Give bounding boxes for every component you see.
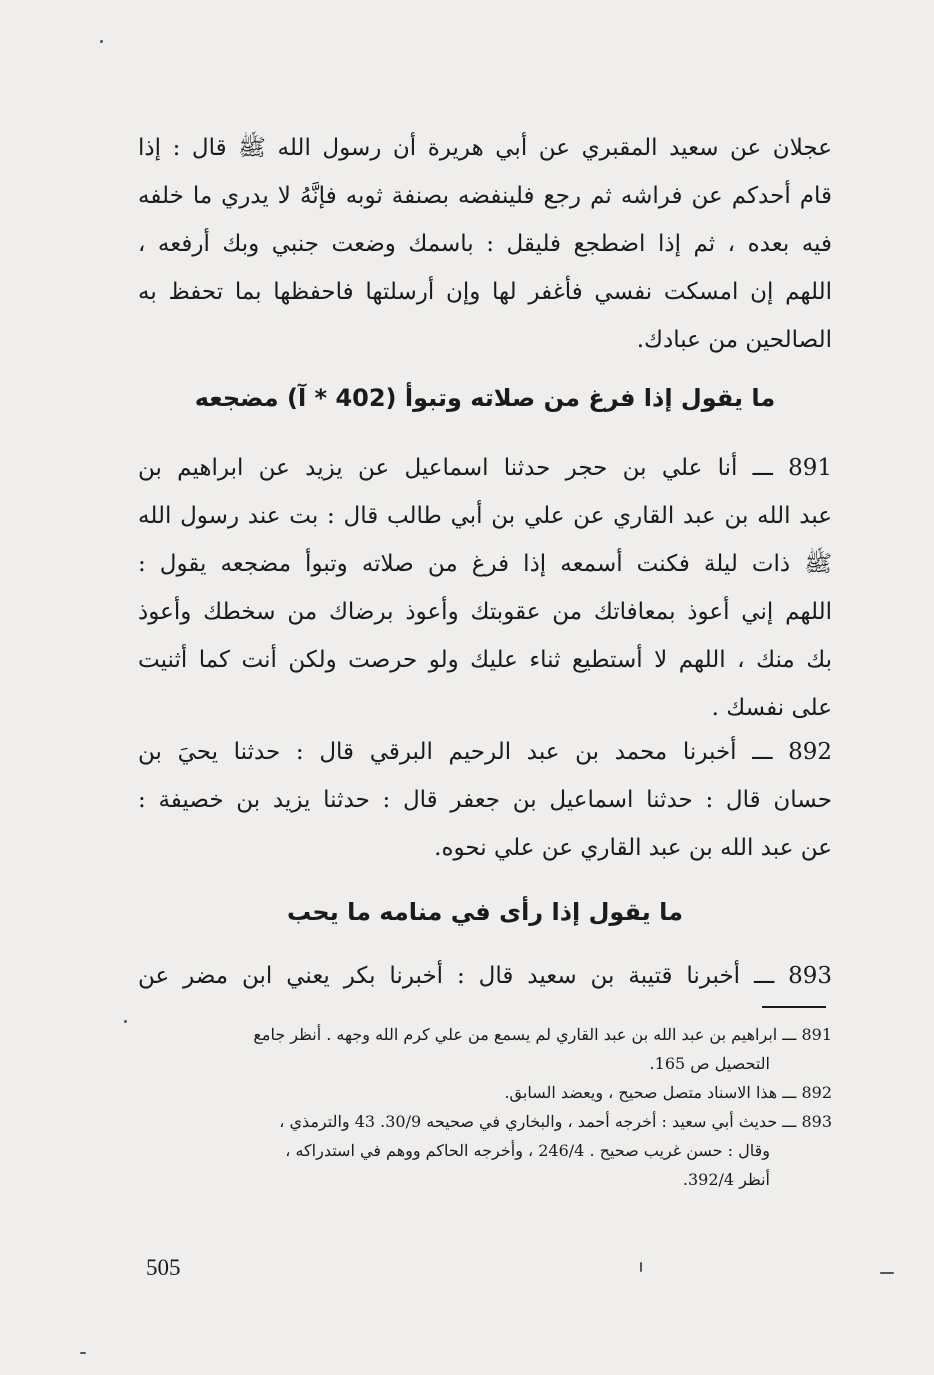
footnote-891-continued: التحصيل ص 165. [649,1054,770,1073]
hadith-892-paragraph [138,728,832,872]
scan-speck [880,1272,894,1274]
text-line: عبد الله بن عبد القاري عن علي بن أبي طالب قال : بت عند رسول الله [138,503,832,529]
page-number: 505 [146,1255,181,1280]
footnote-893-continued: وقال : حسن غريب صحيح . 246/4 ، وأخرجه الحاكم ووهم في استدراكه ، [285,1141,770,1160]
text-line: عجلان عن سعيد المقبري عن أبي هريرة أن رسول الله ﷺ قال : إذا [138,135,832,161]
text-line: الصالحين من عبادك. [636,327,832,353]
scan-speck [100,40,103,43]
text-line: ﷺ ذات ليلة فكنت أسمعه إذا فرغ من صلاته وتبوأ مضجعه يقول : [138,551,832,577]
hadith-893-paragraph [138,952,832,1000]
text-line: عن عبد الله بن عبد القاري عن علي نحوه. [434,835,832,861]
scan-speck [80,1352,86,1354]
text-line: قام أحدكم عن فراشه ثم رجع فلينفضه بصنفة ثوبه فإنَّهُ لا يدري ما خلفه [138,183,832,209]
footnote-892: 892 ـــ هذا الاسناد متصل صحيح ، ويعضد السابق. [504,1083,832,1102]
footnotes [138,1020,832,1194]
footnote-893-continued: أنظر 392/4. [682,1170,770,1189]
text-line: حسان قال : حدثنا اسماعيل بن جعفر قال : حدثنا يزيد بن خصيفة : [138,787,832,813]
scan-speck [640,1262,642,1272]
footnote-893: 893 ـــ حديث أبي سعيد : أخرجه أحمد ، والبخاري في صحيحه 30/9. 43 والترمذي ، [279,1112,832,1131]
hadith-891-paragraph [138,444,832,732]
text-line: 893 ـــ أخبرنا قتيبة بن سعيد قال : أخبرنا بكر يعني ابن مضر عن [138,963,832,989]
footnote-separator [762,1006,826,1008]
text-line: فيه بعده ، ثم إذا اضطجع فليقل : باسمك وضعت جنبي وبك أرفعه ، [138,231,832,257]
scan-speck [124,1020,127,1023]
section-heading-2: ما يقول إذا رأى في منامه ما يحب [287,898,683,926]
intro-paragraph [138,124,832,364]
footnote-891: 891 ـــ ابراهيم بن عبد الله بن عبد القاري لم يسمع من علي كرم الله وجهه . أنظر جامع [253,1025,832,1044]
section-heading-1: ما يقول إذا فرغ من صلاته وتبوأ (402 * آ) مضجعه [194,384,776,412]
text-line: 892 ـــ أخبرنا محمد بن عبد الرحيم البرقي قال : حدثنا يحيَ بن [138,739,832,765]
text-line: على نفسك . [711,695,832,721]
text-line: 891 ـــ أنا علي بن حجر حدثنا اسماعيل عن يزيد عن ابراهيم بن [138,455,832,481]
text-line: اللهم إني أعوذ بمعافاتك من عقوبتك وأعوذ برضاك من سخطك وأعوذ [138,599,832,625]
text-line: بك منك ، اللهم لا أستطيع ثناء عليك ولو حرصت ولكن أنت كما أثنيت [138,647,832,673]
text-line: اللهم إن امسكت نفسي فأغفر لها وإن أرسلتها فاحفظها بما تحفظ به [138,279,832,305]
